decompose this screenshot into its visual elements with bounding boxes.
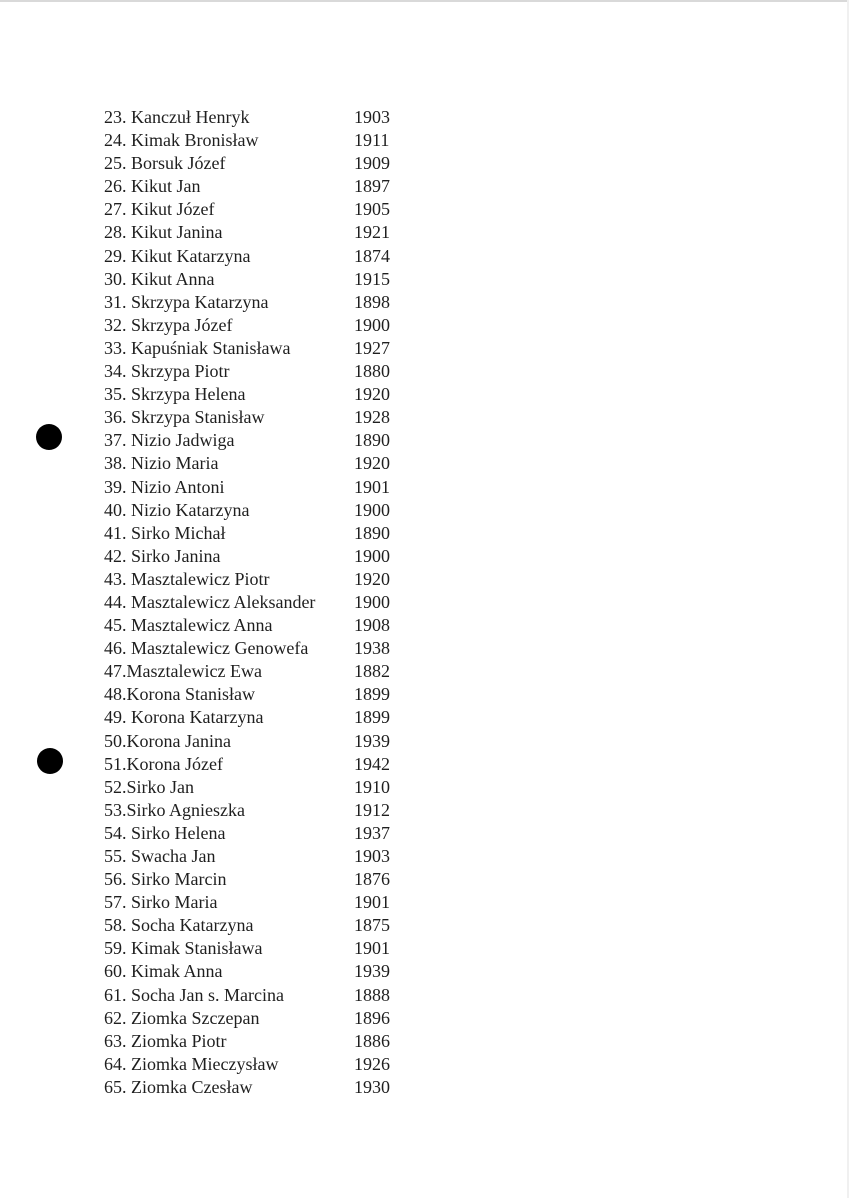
person-name: 64. Ziomka Mieczysław — [104, 1053, 279, 1074]
list-item — [104, 730, 424, 753]
birth-year: 1896 — [354, 1007, 390, 1028]
list-item — [104, 429, 424, 452]
person-name: 61. Socha Jan s. Marcina — [104, 984, 284, 1005]
list-item — [104, 637, 424, 660]
list-item — [104, 129, 424, 152]
person-name: 53.Sirko Agnieszka — [104, 799, 245, 820]
person-name: 23. Kanczuł Henryk — [104, 107, 250, 127]
list-item — [104, 337, 424, 360]
birth-year: 1930 — [354, 1076, 390, 1097]
list-item — [104, 106, 424, 129]
birth-year: 1911 — [354, 130, 390, 151]
birth-year: 1900 — [354, 499, 390, 520]
birth-year: 1910 — [354, 776, 390, 797]
list-item — [104, 1076, 424, 1099]
list-item — [104, 291, 424, 314]
person-name: 36. Skrzypa Stanisław — [104, 407, 265, 428]
birth-year: 1898 — [354, 291, 390, 312]
person-name: 47.Masztalewicz Ewa — [104, 661, 262, 682]
birth-year: 1927 — [354, 337, 390, 358]
list-item — [104, 845, 424, 868]
list-item — [104, 268, 424, 291]
birth-year: 1942 — [354, 753, 390, 774]
birth-year: 1915 — [354, 268, 390, 289]
person-name: 28. Kikut Janina — [104, 222, 223, 243]
birth-year: 1938 — [354, 638, 390, 659]
birth-year: 1899 — [354, 684, 390, 705]
list-item — [104, 198, 424, 221]
person-name: 43. Masztalewicz Piotr — [104, 568, 270, 589]
person-name: 33. Kapuśniak Stanisława — [104, 337, 291, 358]
person-name: 62. Ziomka Szczepan — [104, 1007, 260, 1028]
birth-year: 1901 — [354, 476, 390, 497]
person-name: 37. Nizio Jadwiga — [104, 430, 235, 451]
list-item — [104, 499, 424, 522]
birth-year: 1939 — [354, 961, 390, 982]
list-item — [104, 660, 424, 683]
birth-year: 1920 — [354, 568, 390, 589]
list-item — [104, 152, 424, 175]
person-name: 26. Kikut Jan — [104, 176, 201, 197]
list-item — [104, 360, 424, 383]
list-item — [104, 245, 424, 268]
birth-year: 1890 — [354, 430, 390, 451]
birth-year: 1921 — [354, 222, 390, 243]
list-item — [104, 175, 424, 198]
person-name: 52.Sirko Jan — [104, 776, 194, 797]
birth-year: 1928 — [354, 407, 390, 428]
list-item — [104, 476, 424, 499]
birth-year: 1901 — [354, 892, 390, 913]
birth-year: 1920 — [354, 384, 390, 405]
person-name: 29. Kikut Katarzyna — [104, 245, 251, 266]
punch-hole-icon — [36, 424, 62, 450]
person-name: 65. Ziomka Czesław — [104, 1076, 253, 1097]
list-item — [104, 960, 424, 983]
birth-year: 1875 — [354, 915, 390, 936]
person-name: 27. Kikut Józef — [104, 199, 215, 220]
person-name: 24. Kimak Bronisław — [104, 130, 259, 151]
person-name: 25. Borsuk Józef — [104, 153, 226, 174]
person-name: 32. Skrzypa Józef — [104, 314, 233, 335]
person-name: 48.Korona Stanisław — [104, 684, 255, 705]
person-name: 51.Korona Józef — [104, 753, 223, 774]
person-name: 57. Sirko Maria — [104, 892, 218, 913]
birth-year: 1909 — [354, 153, 390, 174]
person-name: 49. Korona Katarzyna — [104, 707, 264, 728]
list-item — [104, 568, 424, 591]
list-item — [104, 406, 424, 429]
birth-year: 1899 — [354, 707, 390, 728]
list-item — [104, 984, 424, 1007]
birth-year: 1874 — [354, 245, 390, 266]
list-item — [104, 1007, 424, 1030]
person-name: 31. Skrzypa Katarzyna — [104, 291, 269, 312]
list-item — [104, 221, 424, 244]
list-item — [104, 591, 424, 614]
list-item — [104, 891, 424, 914]
person-name: 40. Nizio Katarzyna — [104, 499, 250, 520]
list-item — [104, 383, 424, 406]
list-item — [104, 522, 424, 545]
person-name: 34. Skrzypa Piotr — [104, 361, 230, 382]
person-name: 50.Korona Janina — [104, 730, 231, 751]
scan-top-edge — [0, 0, 849, 2]
list-item — [104, 799, 424, 822]
birth-year: 1900 — [354, 591, 390, 612]
birth-year: 1900 — [354, 545, 390, 566]
person-name: 58. Socha Katarzyna — [104, 915, 254, 936]
person-name: 42. Sirko Janina — [104, 545, 221, 566]
list-item — [104, 822, 424, 845]
list-item — [104, 776, 424, 799]
birth-year: 1937 — [354, 822, 390, 843]
list-item — [104, 937, 424, 960]
list-item — [104, 1053, 424, 1076]
birth-year: 1886 — [354, 1030, 390, 1051]
person-name: 59. Kimak Stanisława — [104, 938, 263, 959]
birth-year: 1888 — [354, 984, 390, 1005]
person-name: 55. Swacha Jan — [104, 846, 216, 866]
person-name: 56. Sirko Marcin — [104, 869, 227, 890]
birth-year: 1939 — [354, 730, 390, 751]
person-name: 35. Skrzypa Helena — [104, 384, 246, 405]
birth-year: 1901 — [354, 938, 390, 959]
birth-year: 1903 — [354, 107, 390, 127]
list-item — [104, 706, 424, 729]
person-name: 54. Sirko Helena — [104, 822, 226, 843]
list-item — [104, 314, 424, 337]
list-item — [104, 868, 424, 891]
birth-year: 1900 — [354, 314, 390, 335]
name-year-list — [104, 106, 424, 1099]
person-name: 38. Nizio Maria — [104, 453, 219, 474]
birth-year: 1905 — [354, 199, 390, 220]
list-item — [104, 452, 424, 475]
list-item — [104, 1030, 424, 1053]
person-name: 60. Kimak Anna — [104, 961, 223, 982]
person-name: 63. Ziomka Piotr — [104, 1030, 227, 1051]
person-name: 30. Kikut Anna — [104, 268, 215, 289]
birth-year: 1880 — [354, 361, 390, 382]
list-item — [104, 914, 424, 937]
birth-year: 1912 — [354, 799, 390, 820]
person-name: 46. Masztalewicz Genowefa — [104, 638, 309, 659]
birth-year: 1882 — [354, 661, 390, 682]
person-name: 45. Masztalewicz Anna — [104, 615, 273, 636]
birth-year: 1903 — [354, 846, 390, 866]
list-item — [104, 545, 424, 568]
birth-year: 1890 — [354, 522, 390, 543]
birth-year: 1920 — [354, 453, 390, 474]
punch-hole-icon — [37, 748, 63, 774]
list-item — [104, 683, 424, 706]
birth-year: 1897 — [354, 176, 390, 197]
birth-year: 1876 — [354, 869, 390, 890]
person-name: 41. Sirko Michał — [104, 522, 226, 543]
list-item — [104, 614, 424, 637]
birth-year: 1926 — [354, 1053, 390, 1074]
birth-year: 1908 — [354, 615, 390, 636]
list-item — [104, 753, 424, 776]
person-name: 39. Nizio Antoni — [104, 476, 225, 497]
person-name: 44. Masztalewicz Aleksander — [104, 591, 316, 612]
